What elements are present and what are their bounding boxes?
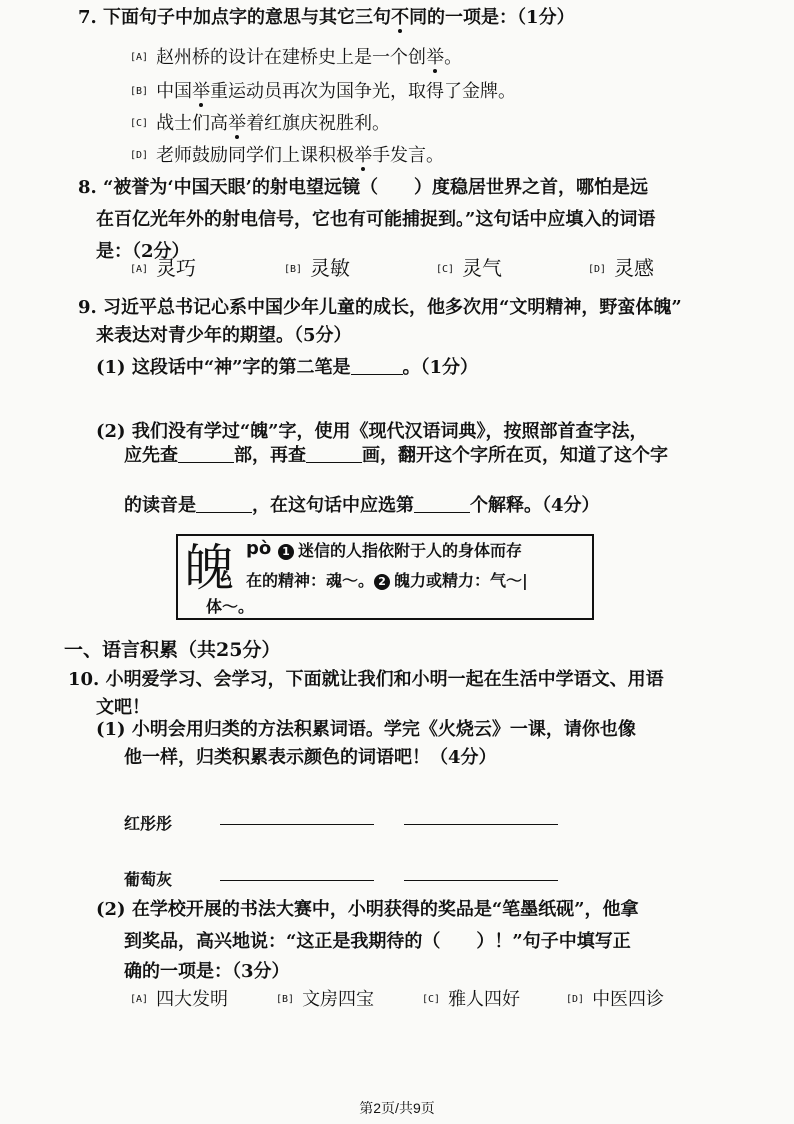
- q9-sub1-text: (1) 这段话中“神”字的第二笔是: [96, 357, 351, 378]
- q8-stem-line3: 是：（2分）: [96, 241, 190, 262]
- option-text: 。: [444, 47, 463, 68]
- q8-option-d[interactable]: [588, 254, 654, 284]
- option-text: 着红旗庆祝胜利。: [246, 113, 391, 134]
- option-text: 重运动员再次为国争光，取得了金牌。: [210, 81, 517, 102]
- answer-blank[interactable]: [414, 494, 470, 513]
- q8-stem-line1: 8. “被誉为‘中国天眼’的射电望远镜（ ）度稳居世界之首，哪怕是远: [78, 177, 648, 198]
- q9-sub2-line2: [124, 440, 668, 472]
- option-text: 四大发明: [156, 989, 229, 1010]
- option-text: 灵敏: [310, 256, 351, 280]
- section-heading: 一、语言积累（共25分）: [64, 639, 281, 661]
- option-letter: [A]: [130, 994, 149, 1005]
- answer-line[interactable]: [220, 880, 374, 881]
- dotted-char: 举: [192, 81, 211, 102]
- circled-number-2: 2: [374, 574, 390, 590]
- option-letter: [A]: [130, 52, 149, 63]
- q8-option-b[interactable]: [284, 254, 350, 284]
- q10-word-grape-gray: 葡萄灰: [124, 870, 173, 889]
- option-letter: [B]: [284, 264, 303, 275]
- dictionary-def-line3: 体～。: [206, 597, 255, 616]
- dictionary-pinyin: pò: [246, 538, 272, 559]
- dictionary-def-line2: [246, 568, 528, 591]
- q9-sub2-text: 的读音是: [124, 495, 196, 516]
- option-text: 灵巧: [156, 256, 197, 280]
- q9-sub2-text: ，在这句话中应选第: [252, 495, 414, 516]
- answer-line[interactable]: [404, 880, 558, 881]
- q8-option-c[interactable]: [436, 254, 502, 284]
- q9-sub2-line3: [124, 490, 600, 522]
- q10-sub2-line1: (2) 在学校开展的书法大赛中，小明获得的奖品是“笔墨纸砚”，他拿: [96, 899, 639, 920]
- dictionary-def-line1: [278, 538, 522, 561]
- q10-sub1-line1: (1) 小明会用归类的方法积累词语。学完《火烧云》一课，请你也像: [96, 719, 636, 740]
- option-text: 灵感: [614, 256, 655, 280]
- def-text: 迷信的人指依附于人的身体而存: [298, 541, 523, 560]
- q10-word-red: 红彤彤: [124, 814, 173, 833]
- option-letter: [B]: [130, 86, 149, 97]
- option-text: 手发言。: [372, 145, 445, 166]
- q9-sub1-text: 。（1分）: [402, 357, 479, 378]
- q9-stem-line2: 来表达对青少年的期望。（5分）: [96, 325, 352, 346]
- option-text: 中医四诊: [592, 989, 665, 1010]
- option-letter: [C]: [422, 994, 441, 1005]
- dictionary-headword: 魄: [184, 539, 234, 597]
- option-text: 老师鼓励同学们上课积极: [156, 145, 355, 166]
- q10-stem-line2: 文吧！: [96, 697, 150, 718]
- answer-blank[interactable]: [178, 444, 234, 463]
- option-text: 文房四宝: [302, 989, 375, 1010]
- q7-stem-dot-char: 不: [391, 7, 410, 28]
- dictionary-entry-box: [176, 534, 594, 620]
- answer-blank[interactable]: [196, 494, 252, 513]
- option-text: 雅人四好: [448, 989, 521, 1010]
- q10-sub2-line2: 到奖品，高兴地说：“这正是我期待的（ ）！”句子中填写正: [124, 931, 631, 952]
- answer-blank[interactable]: [306, 444, 362, 463]
- q7-option-a[interactable]: [130, 44, 462, 72]
- option-letter: [A]: [130, 264, 149, 275]
- def-text: 在的精神：魂～。: [246, 571, 375, 590]
- q7-stem-post: 同的一项是：（1分）: [409, 7, 575, 28]
- answer-line[interactable]: [404, 824, 558, 825]
- option-letter: [C]: [436, 264, 455, 275]
- q7-stem: [78, 2, 575, 34]
- option-text: 赵州桥的设计在建桥史上是一个创: [156, 47, 427, 68]
- q10-option-d[interactable]: [566, 986, 664, 1014]
- option-letter: [D]: [588, 264, 607, 275]
- option-text: 灵气: [462, 256, 503, 280]
- q9-sub2-text: 应先查: [124, 445, 178, 466]
- page-footer: 第2页/共9页: [359, 1100, 435, 1116]
- q7-stem-pre: 7. 下面句子中加点字的意思与其它三句: [78, 7, 392, 28]
- option-text: 中国: [156, 81, 193, 102]
- q9-sub2-text: 个解释。（4分）: [470, 495, 600, 516]
- def-text: 魄力或精力：气～|: [394, 571, 528, 590]
- q9-sub2-text: 画，翻开这个字所在页，知道了这个字: [362, 445, 668, 466]
- dotted-char: 举: [354, 145, 373, 166]
- q8-option-a[interactable]: [130, 254, 196, 284]
- q9-sub2-text: 部，再查: [234, 445, 306, 466]
- q10-option-c[interactable]: [422, 986, 520, 1014]
- circled-number-1: 1: [278, 544, 294, 560]
- option-letter: [C]: [130, 118, 149, 129]
- q10-sub2-line3: 确的一项是：（3分）: [124, 961, 290, 982]
- q7-option-c[interactable]: [130, 110, 390, 138]
- option-letter: [D]: [566, 994, 585, 1005]
- q10-option-b[interactable]: [276, 986, 374, 1014]
- q10-stem-line1: 10. 小明爱学习、会学习，下面就让我们和小明一起在生活中学语文、用语: [68, 669, 664, 690]
- option-letter: [B]: [276, 994, 295, 1005]
- answer-blank[interactable]: [351, 356, 403, 375]
- option-text: 战士们高: [156, 113, 229, 134]
- q10-sub1-line2: 他一样，归类积累表示颜色的词语吧！（4分）: [124, 747, 497, 768]
- q9-sub2-line1: (2) 我们没有学过“魄”字，使用《现代汉语词典》，按照部首查字法，: [96, 421, 648, 442]
- answer-line[interactable]: [220, 824, 374, 825]
- dotted-char: 举: [228, 113, 247, 134]
- q9-stem-line1: 9. 习近平总书记心系中国少年儿童的成长，他多次用“文明精神，野蛮体魄”: [78, 297, 682, 318]
- q9-sub1: [96, 352, 478, 384]
- option-letter: [D]: [130, 150, 149, 161]
- q7-option-b[interactable]: [130, 78, 516, 106]
- dotted-char: 举: [426, 47, 445, 68]
- q7-option-d[interactable]: [130, 142, 444, 170]
- q10-option-a[interactable]: [130, 986, 228, 1014]
- q8-stem-line2: 在百亿光年外的射电信号，它也有可能捕捉到。”这句话中应填入的词语: [96, 209, 656, 230]
